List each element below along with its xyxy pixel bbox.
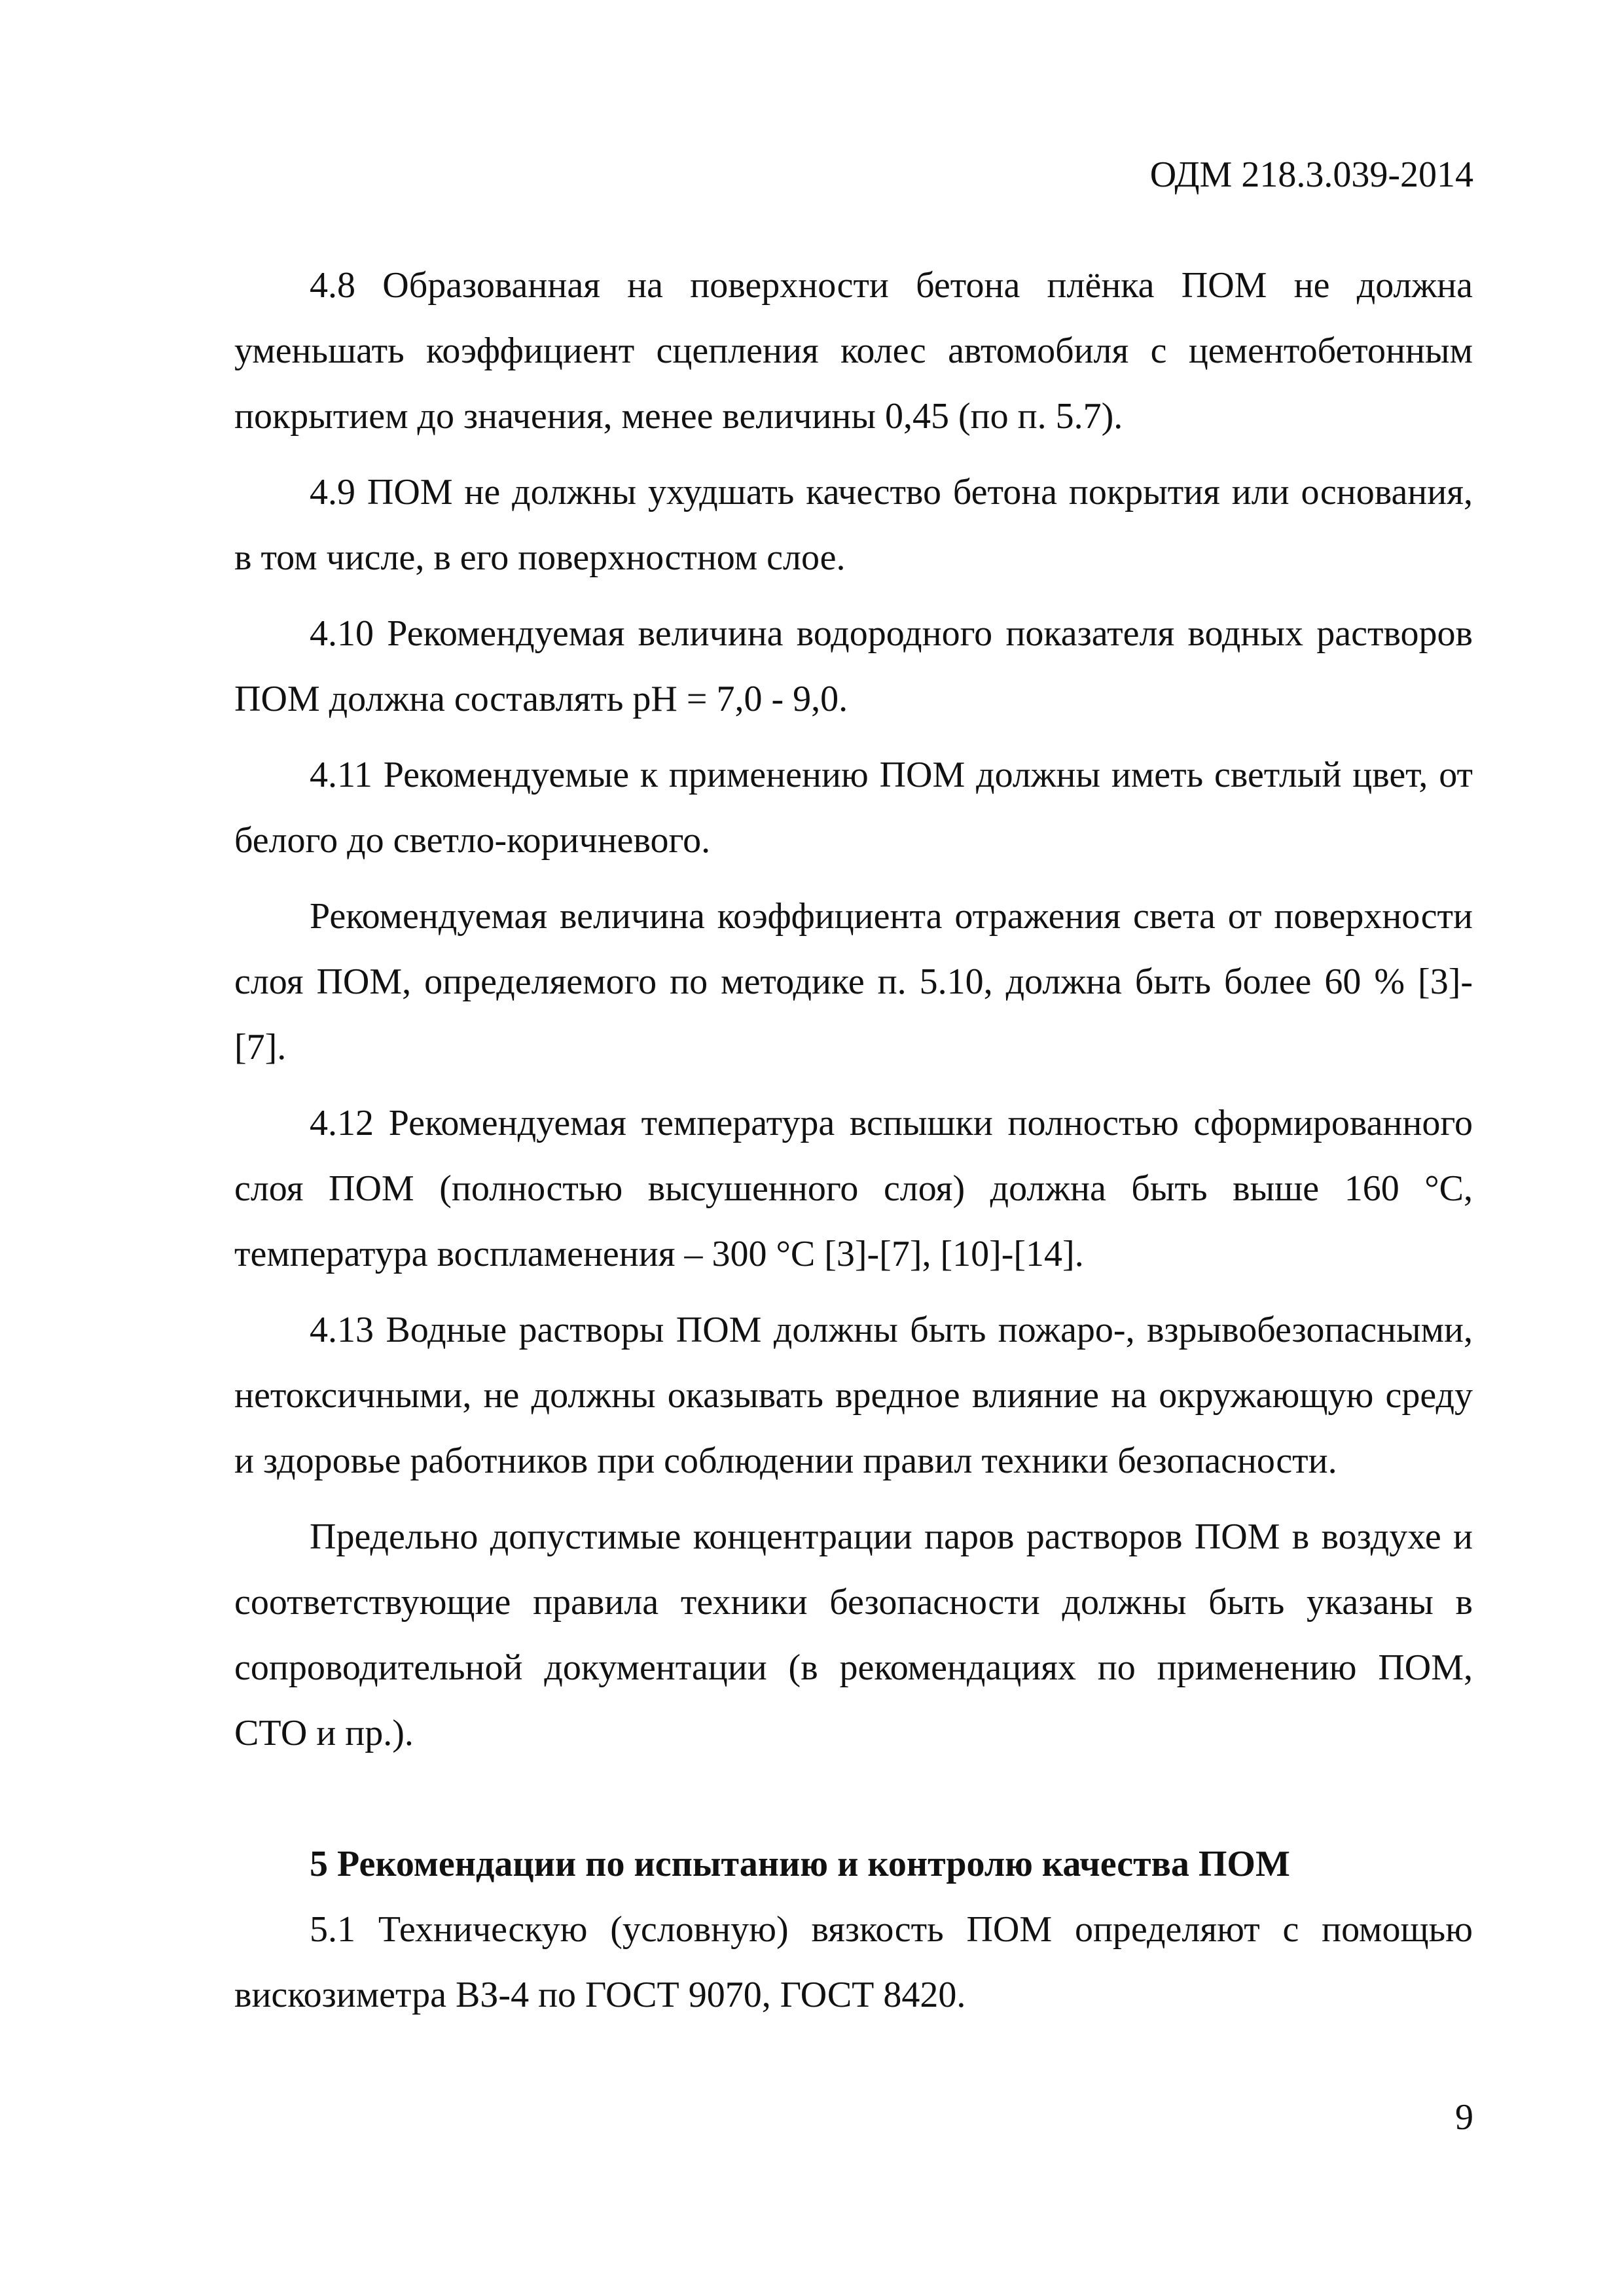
- paragraph-4-8: 4.8 Образованная на поверхности бетона плёнка ПОМ не должна уменьшать коэффициент сцепления колес автомобиля с цементобетонным покрытием до значения, менее величины 0,45 (по п. 5.7).: [234, 265, 1473, 437]
- paragraph-4-11: 4.11 Рекомендуемые к применению ПОМ должны иметь светлый цвет, от белого до светло-коричневого.: [234, 755, 1473, 861]
- paragraph-4-13: 4.13 Водные растворы ПОМ должны быть пожаро-, взрывобезопасными, нетоксичными, не должны оказывать вредное влияние на окружающую среду и здоровье работников при соблюдении правил техники безопасности.: [234, 1310, 1473, 1481]
- paragraph-4-12: 4.12 Рекомендуемая температура вспышки полностью сформированного слоя ПОМ (полностью высушенного слоя) должна быть выше 160 °С, температура воспламенения – 300 °С [3]-[7], [10]-[14].: [234, 1103, 1473, 1274]
- paragraph-5-1: 5.1 Техническую (условную) вязкость ПОМ определяют с помощью вискозиметра ВЗ-4 по ГОСТ 9070, ГОСТ 8420.: [234, 1909, 1473, 2015]
- page-number: 9: [1455, 2097, 1473, 2138]
- paragraph-4-9: 4.9 ПОМ не должны ухудшать качество бетона покрытия или основания, в том числе, в его поверхностном слое.: [234, 472, 1473, 578]
- paragraph-4-10: 4.10 Рекомендуемая величина водородного показателя водных растворов ПОМ должна составлять pH = 7,0 - 9,0.: [234, 613, 1473, 719]
- body-text: [234, 253, 1473, 2038]
- paragraph-reflection: Рекомендуемая величина коэффициента отражения света от поверхности слоя ПОМ, определяемого по методике п. 5.10, должна быть более 60 % [3]-[7].: [234, 896, 1473, 1067]
- paragraph-concentrations: Предельно допустимые концентрации паров растворов ПОМ в воздухе и соответствующие правила техники безопасности должны быть указаны в сопроводительной документации (в рекомендациях по применению ПОМ, СТО и пр.).: [234, 1516, 1473, 1753]
- document-code: ОДМ 218.3.039-2014: [1149, 154, 1473, 195]
- section-5-heading: 5 Рекомендации по испытанию и контролю качества ПОМ: [310, 1844, 1290, 1884]
